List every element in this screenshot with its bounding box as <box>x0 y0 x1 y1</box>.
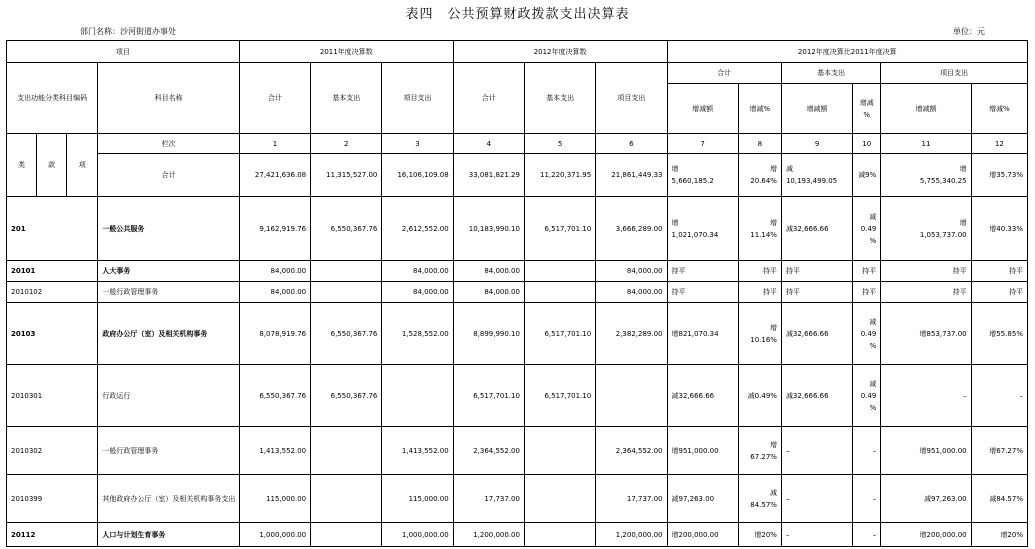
cell-c10: 减 0.49 % <box>853 365 881 427</box>
cell-c2: 6,550,367.76 <box>311 303 382 365</box>
cell-c4: 17,737.00 <box>453 475 524 523</box>
cell-c1: 1,413,552.00 <box>239 427 310 475</box>
cell-c4: 1,200,000.00 <box>453 523 524 547</box>
cell-c12: 增40.33% <box>971 197 1027 261</box>
header-2012-total: 合计 <box>453 63 524 134</box>
header-xiang: 项 <box>67 134 98 197</box>
cell-c6: 1,200,000.00 <box>596 523 667 547</box>
cell-c3: 1,000,000.00 <box>382 523 453 547</box>
cell-c11: 增200,000.00 <box>881 523 971 547</box>
col-index-8: 8 <box>738 134 781 154</box>
header-2011-basic: 基本支出 <box>311 63 382 134</box>
table-row <box>7 154 1028 197</box>
cell-c5: 11,220,371.95 <box>524 154 595 197</box>
cell-c3: 115,000.00 <box>382 475 453 523</box>
cell-c11: – <box>881 365 971 427</box>
col-index-1: 1 <box>239 134 310 154</box>
cell-c9: – <box>781 523 852 547</box>
cell-c1: 1,000,000.00 <box>239 523 310 547</box>
cell-c6: 3,666,289.00 <box>596 197 667 261</box>
row-code: 2010399 <box>7 475 98 523</box>
header-cmp-basic: 基本支出 <box>781 63 880 84</box>
header-inc-amt-2: 增减额 <box>781 84 852 134</box>
cell-c8: 增 10.16% <box>738 303 781 365</box>
unit-label: 单位：元 <box>953 27 985 36</box>
row-code: 2010102 <box>7 282 98 303</box>
cell-c9: 持平 <box>781 261 852 282</box>
col-index-12: 12 <box>971 134 1027 154</box>
cell-c10: 持平 <box>853 261 881 282</box>
cell-c2 <box>311 261 382 282</box>
header-2012-proj: 项目支出 <box>596 63 667 134</box>
cell-c3: 1,413,552.00 <box>382 427 453 475</box>
cell-c1: 9,162,919.76 <box>239 197 310 261</box>
row-name: 合计 <box>98 154 240 197</box>
cell-c10: 减9% <box>853 154 881 197</box>
cell-c4: 84,000.00 <box>453 282 524 303</box>
col-index-9: 9 <box>781 134 852 154</box>
row-code: 2010301 <box>7 365 98 427</box>
cell-c7: 增821,070.34 <box>667 303 738 365</box>
cell-c10: 减 0.49 % <box>853 197 881 261</box>
cell-c3: 16,106,109.08 <box>382 154 453 197</box>
cell-c12: 减84.57% <box>971 475 1027 523</box>
col-index-2: 2 <box>311 134 382 154</box>
row-code: 20101 <box>7 261 98 282</box>
table-row <box>7 282 1028 303</box>
cell-c6: 21,861,449.33 <box>596 154 667 197</box>
table-row <box>7 427 1028 475</box>
budget-table <box>6 40 1028 547</box>
header-inc-pct-3: 增减% <box>971 84 1027 134</box>
header-compare: 2012年度决算比2011年度决算 <box>667 41 1027 63</box>
row-name: 一般行政管理事务 <box>98 282 240 303</box>
cell-c9: 持平 <box>781 282 852 303</box>
cell-c5 <box>524 282 595 303</box>
cell-c7: 持平 <box>667 261 738 282</box>
cell-c2: 6,550,367.76 <box>311 197 382 261</box>
cell-c3 <box>382 365 453 427</box>
cell-c1: 115,000.00 <box>239 475 310 523</box>
cell-c10: – <box>853 475 881 523</box>
header-inc-amt-1: 增减额 <box>667 84 738 134</box>
cell-c4: 33,081,821.29 <box>453 154 524 197</box>
table-row <box>7 523 1028 547</box>
cell-c11: 增853,737.00 <box>881 303 971 365</box>
cell-c8: 减 84.57% <box>738 475 781 523</box>
table-row <box>7 261 1028 282</box>
row-name: 其他政府办公厅（室）及相关机构事务支出 <box>98 475 240 523</box>
cell-c2 <box>311 427 382 475</box>
row-code: 20112 <box>7 523 98 547</box>
cell-c1: 27,421,636.08 <box>239 154 310 197</box>
header-2011-proj: 项目支出 <box>382 63 453 134</box>
col-index-5: 5 <box>524 134 595 154</box>
cell-c7: 减97,263.00 <box>667 475 738 523</box>
row-name: 一般公共服务 <box>98 197 240 261</box>
cell-c12: – <box>971 365 1027 427</box>
row-code: 201 <box>7 197 98 261</box>
cell-c5: 6,517,701.10 <box>524 197 595 261</box>
cell-c3: 2,612,552.00 <box>382 197 453 261</box>
cell-c5 <box>524 523 595 547</box>
cell-c1: 84,000.00 <box>239 282 310 303</box>
cell-c2 <box>311 282 382 303</box>
col-index-7: 7 <box>667 134 738 154</box>
cell-c7: 增200,000.00 <box>667 523 738 547</box>
cell-c10: 持平 <box>853 282 881 303</box>
row-name: 人口与计划生育事务 <box>98 523 240 547</box>
cell-c8: 增 67.27% <box>738 427 781 475</box>
header-row-2 <box>7 63 1028 84</box>
table-row <box>7 475 1028 523</box>
cell-c4: 8,899,990.10 <box>453 303 524 365</box>
header-cmp-total: 合计 <box>667 63 781 84</box>
col-index-10: 10 <box>853 134 881 154</box>
cell-c6: 2,364,552.00 <box>596 427 667 475</box>
header-2012: 2012年度决算数 <box>453 41 667 63</box>
table-row <box>7 197 1028 261</box>
cell-c6: 2,382,289.00 <box>596 303 667 365</box>
header-project: 项目 <box>7 41 240 63</box>
cell-c7: 增 5,660,185.2 <box>667 154 738 197</box>
cell-c5 <box>524 427 595 475</box>
cell-c5: 6,517,701.10 <box>524 303 595 365</box>
row-name: 行政运行 <box>98 365 240 427</box>
cell-c2 <box>311 523 382 547</box>
cell-c12: 增55.85% <box>971 303 1027 365</box>
cell-c6: 17,737.00 <box>596 475 667 523</box>
cell-c2: 6,550,367.76 <box>311 365 382 427</box>
table-row <box>7 303 1028 365</box>
cell-c7: 增951,000.00 <box>667 427 738 475</box>
cell-c4: 2,364,552.00 <box>453 427 524 475</box>
cell-c12: 持平 <box>971 261 1027 282</box>
cell-c1: 84,000.00 <box>239 261 310 282</box>
table-row <box>7 365 1028 427</box>
cell-c8: 持平 <box>738 282 781 303</box>
header-lei: 类 <box>7 134 37 197</box>
row-code: 2010302 <box>7 427 98 475</box>
cell-c7: 持平 <box>667 282 738 303</box>
cell-c3: 84,000.00 <box>382 282 453 303</box>
header-inc-amt-3: 增减额 <box>881 84 971 134</box>
cell-c5: 6,517,701.10 <box>524 365 595 427</box>
header-name-col: 科目名称 <box>98 63 240 134</box>
cell-c8: 持平 <box>738 261 781 282</box>
cell-c8: 减0.49% <box>738 365 781 427</box>
cell-c9: – <box>781 475 852 523</box>
cell-c9: 减32,666.66 <box>781 197 852 261</box>
table-title: 表四 公共预算财政拨款支出决算表 <box>405 7 630 22</box>
cell-c9: 减32,666.66 <box>781 303 852 365</box>
cell-c10: – <box>853 523 881 547</box>
cell-c11: 持平 <box>881 261 971 282</box>
cell-c6 <box>596 365 667 427</box>
header-kuan: 款 <box>37 134 67 197</box>
cell-c9: – <box>781 427 852 475</box>
cell-c3: 1,528,552.00 <box>382 303 453 365</box>
cell-c7: 增 1,021,070.34 <box>667 197 738 261</box>
cell-c2 <box>311 475 382 523</box>
cell-c6: 84,000.00 <box>596 282 667 303</box>
cell-c12: 持平 <box>971 282 1027 303</box>
header-code-col: 支出功能分类科目编码 <box>7 63 98 134</box>
row-name: 人大事务 <box>98 261 240 282</box>
cell-c11: 持平 <box>881 282 971 303</box>
cell-c8: 增 11.14% <box>738 197 781 261</box>
cell-c10: 减 0.49 % <box>853 303 881 365</box>
cell-c5 <box>524 261 595 282</box>
row-code: 20103 <box>7 303 98 365</box>
row-name: 一般行政管理事务 <box>98 427 240 475</box>
cell-c2: 11,315,527.00 <box>311 154 382 197</box>
cell-c4: 84,000.00 <box>453 261 524 282</box>
header-inc-pct-2: 增减 % <box>853 84 881 134</box>
cell-c9: 减 10,193,499.05 <box>781 154 852 197</box>
header-inc-pct-1: 增减% <box>738 84 781 134</box>
cell-c1: 6,550,367.76 <box>239 365 310 427</box>
cell-c4: 6,517,701.10 <box>453 365 524 427</box>
cell-c12: 增67.27% <box>971 427 1027 475</box>
cell-c12: 增35.73% <box>971 154 1027 197</box>
cell-c11: 增951,000.00 <box>881 427 971 475</box>
header-2011: 2011年度决算数 <box>239 41 453 63</box>
cell-c1: 8,078,919.76 <box>239 303 310 365</box>
department-name: 部门名称：沙河街道办事处 <box>80 27 176 36</box>
cell-c12: 增20% <box>971 523 1027 547</box>
cell-c9: 减32,666.66 <box>781 365 852 427</box>
col-index-4: 4 <box>453 134 524 154</box>
cell-c10: – <box>853 427 881 475</box>
col-index-label: 栏次 <box>98 134 240 154</box>
col-index-row <box>7 134 1028 154</box>
col-index-3: 3 <box>382 134 453 154</box>
cell-c11: 减97,263.00 <box>881 475 971 523</box>
cell-c7: 减32,666.66 <box>667 365 738 427</box>
cell-c6: 84,000.00 <box>596 261 667 282</box>
cell-c4: 10,183,990.10 <box>453 197 524 261</box>
col-index-11: 11 <box>881 134 971 154</box>
cell-c8: 增20% <box>738 523 781 547</box>
cell-c8: 增 20.64% <box>738 154 781 197</box>
cell-c11: 增 5,755,340.25 <box>881 154 971 197</box>
header-2012-basic: 基本支出 <box>524 63 595 134</box>
header-2011-total: 合计 <box>239 63 310 134</box>
header-row-1 <box>7 41 1028 63</box>
row-name: 政府办公厅（室）及相关机构事务 <box>98 303 240 365</box>
col-index-6: 6 <box>596 134 667 154</box>
cell-c11: 增 1,053,737.00 <box>881 197 971 261</box>
cell-c5 <box>524 475 595 523</box>
header-cmp-proj: 项目支出 <box>881 63 1028 84</box>
cell-c3: 84,000.00 <box>382 261 453 282</box>
